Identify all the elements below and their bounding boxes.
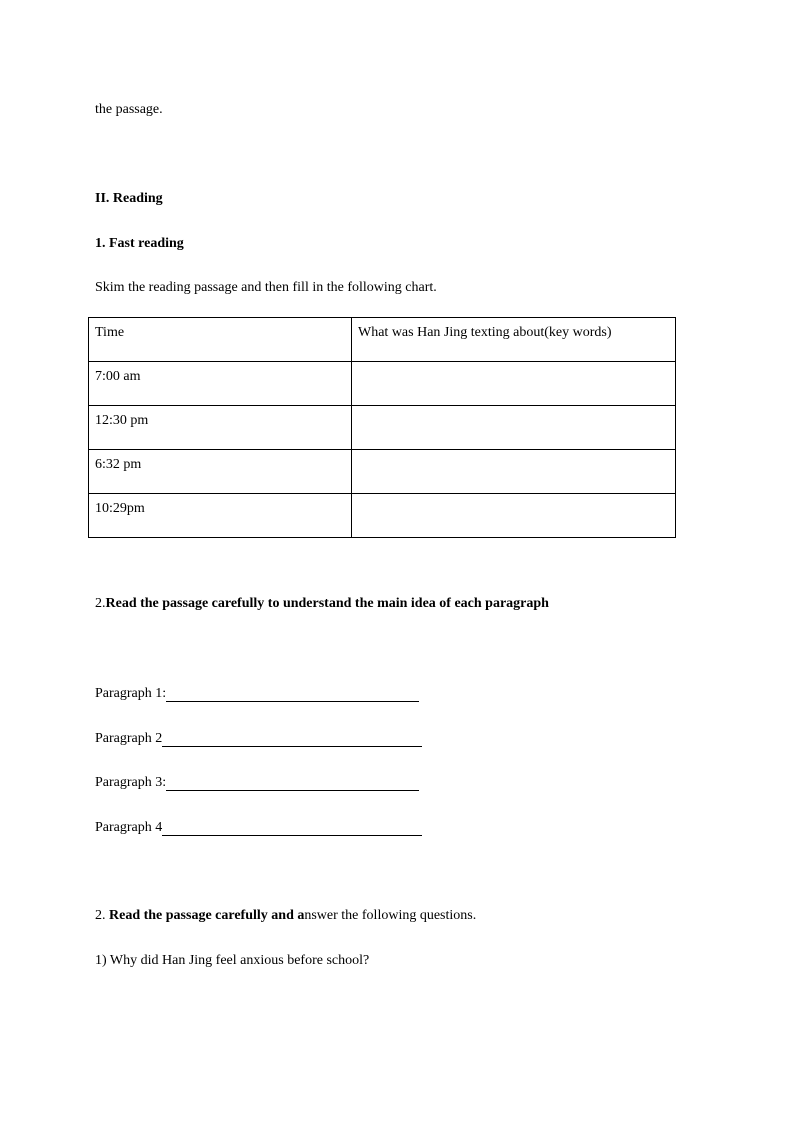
main-idea-heading — [95, 596, 549, 612]
answer-heading-prefix: 2. — [95, 908, 109, 923]
time-cell: 6:32 pm — [89, 450, 352, 494]
time-cell: 7:00 am — [89, 362, 352, 406]
main-idea-heading-prefix: 2. — [95, 596, 106, 611]
header-texting-about: What was Han Jing texting about(key words) — [352, 318, 676, 362]
paragraph-1-blank[interactable] — [166, 686, 419, 702]
answer-cell[interactable] — [352, 362, 676, 406]
table-header-row — [89, 318, 676, 362]
answer-heading-bold: Read the passage carefully and a — [109, 908, 305, 923]
paragraph-1-label: Paragraph 1: — [95, 686, 167, 701]
paragraph-2-label: Paragraph 2 — [95, 731, 163, 746]
answer-cell[interactable] — [352, 450, 676, 494]
fast-reading-heading: 1. Fast reading — [95, 236, 184, 251]
paragraph-4-blank[interactable] — [162, 820, 422, 836]
paragraph-4-label: Paragraph 4 — [95, 820, 163, 835]
section-heading-reading: II. Reading — [95, 191, 163, 206]
fast-reading-chart — [88, 317, 676, 538]
answer-questions-heading — [95, 908, 476, 924]
time-cell: 12:30 pm — [89, 406, 352, 450]
paragraph-2-line — [95, 731, 422, 747]
paragraph-3-blank[interactable] — [166, 775, 419, 791]
table-row — [89, 362, 676, 406]
fast-reading-instruction: Skim the reading passage and then fill in the following chart. — [95, 280, 437, 295]
table-row — [89, 494, 676, 538]
table-row — [89, 450, 676, 494]
answer-cell[interactable] — [352, 406, 676, 450]
answer-heading-rest: nswer the following questions. — [304, 908, 477, 923]
paragraph-3-label: Paragraph 3: — [95, 775, 167, 790]
time-cell: 10:29pm — [89, 494, 352, 538]
paragraph-4-line — [95, 820, 422, 836]
paragraph-2-blank[interactable] — [162, 731, 422, 747]
paragraph-1-line — [95, 686, 419, 702]
paragraph-3-line — [95, 775, 419, 791]
header-time: Time — [89, 318, 352, 362]
table-row — [89, 406, 676, 450]
passage-continuation-text: the passage. — [95, 102, 163, 117]
question-1: 1) Why did Han Jing feel anxious before school? — [95, 953, 370, 968]
main-idea-heading-text: Read the passage carefully to understand the main idea of each paragraph — [105, 596, 549, 611]
answer-cell[interactable] — [352, 494, 676, 538]
